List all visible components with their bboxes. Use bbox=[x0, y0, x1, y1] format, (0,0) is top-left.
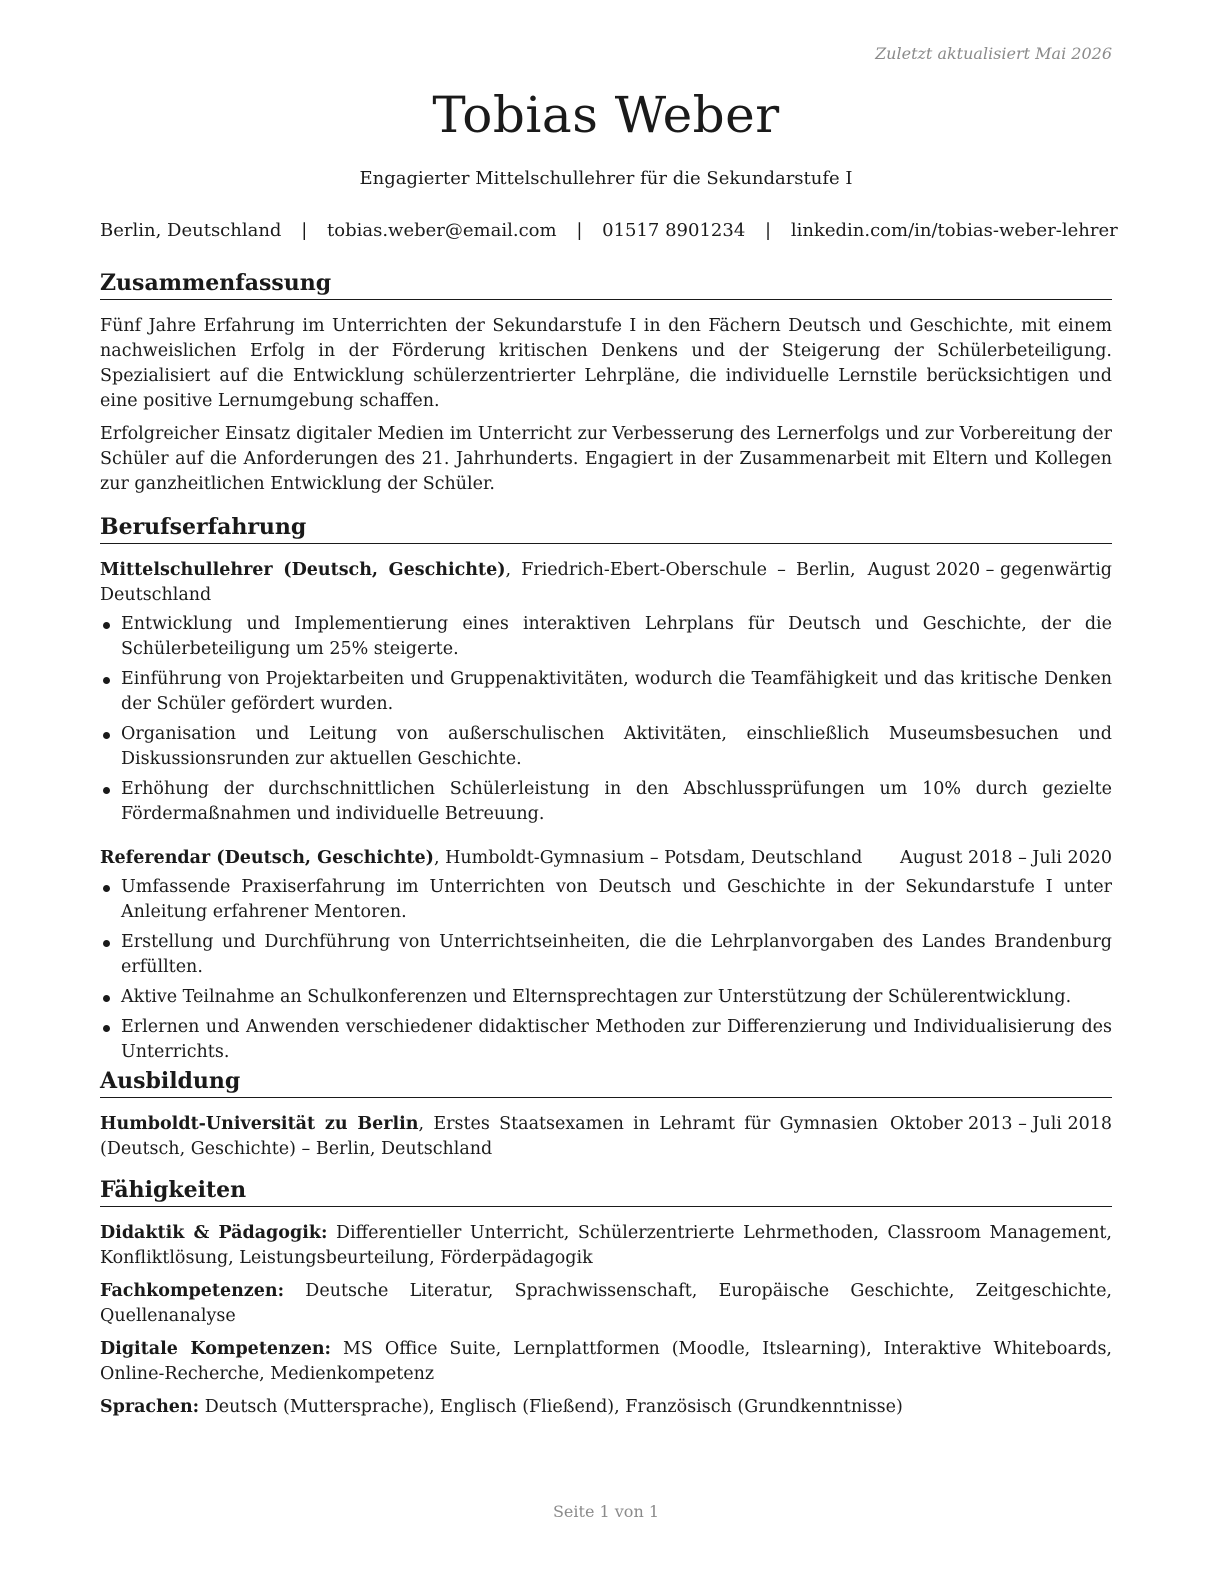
list-item: Erlernen und Anwenden verschiedener didaktischer Methoden zur Differenzierung und Individualisierung des Unterrichts. bbox=[100, 1015, 1112, 1065]
list-item: Erhöhung der durchschnittlichen Schülerleistung in den Abschlussprüfungen um 10% durch gezielte Fördermaßnahmen und individuelle Betreuung. bbox=[100, 777, 1112, 827]
skill-label: Didaktik & Pädagogik: bbox=[100, 1223, 328, 1243]
skill-line bbox=[100, 1279, 1112, 1329]
job-bullets bbox=[100, 612, 1112, 827]
page-number: Seite 1 von 1 bbox=[552, 1502, 660, 1521]
person-name: Tobias Weber bbox=[432, 86, 780, 144]
job-header bbox=[100, 846, 1112, 871]
skill-label: Digitale Kompetenzen: bbox=[100, 1339, 332, 1359]
skill-text: MS Office Suite, Lernplattformen (Moodle, Itslearning), Interaktive Whiteboards, Online-Recherche, Medienkompetenz bbox=[100, 1339, 1112, 1384]
list-item: Einführung von Projektarbeiten und Gruppenaktivitäten, wodurch die Teamfähigkeit und das kritische Denken der Schüler gefördert wurden. bbox=[100, 667, 1112, 717]
skill-text: Deutsch (Muttersprache), Englisch (Fließend), Französisch (Grundkenntnisse) bbox=[199, 1397, 903, 1417]
contact-linkedin[interactable]: linkedin.com/in/tobias-weber-lehrer bbox=[790, 220, 1118, 241]
last-updated: Zuletzt aktualisiert Mai 2026 bbox=[875, 44, 1112, 63]
list-item: Entwicklung und Implementierung eines interaktiven Lehrplans für Deutsch und Geschichte, der die Schülerbeteiligung um 25% steigerte. bbox=[100, 612, 1112, 662]
list-item: Organisation und Leitung von außerschulischen Aktivitäten, einschließlich Museumsbesuchen und Diskussionsrunden zur aktuellen Geschichte. bbox=[100, 722, 1112, 772]
summary-section bbox=[100, 268, 1112, 505]
tagline: Engagierter Mittelschullehrer für die Sekundarstufe I bbox=[359, 168, 853, 189]
contact-separator: | bbox=[576, 220, 583, 241]
summary-title: Zusammenfassung bbox=[100, 268, 1112, 300]
contact-separator: | bbox=[765, 220, 772, 241]
list-item: Umfassende Praxiserfahrung im Unterrichten von Deutsch und Geschichte in der Sekundarstufe I unter Anleitung erfahrener Mentoren. bbox=[100, 875, 1112, 925]
list-item: Aktive Teilnahme an Schulkonferenzen und Elternsprechtagen zur Unterstützung der Schülerentwicklung. bbox=[100, 985, 1112, 1010]
job-entry bbox=[100, 558, 1112, 827]
contact-phone: 01517 8901234 bbox=[602, 220, 746, 241]
skill-line bbox=[100, 1221, 1112, 1271]
contact-email[interactable]: tobias.weber@email.com bbox=[327, 220, 557, 241]
education-dates: Oktober 2013 – Juli 2018 bbox=[890, 1114, 1112, 1134]
experience-section bbox=[100, 512, 1112, 1070]
skill-line bbox=[100, 1337, 1112, 1387]
contact-location: Berlin, Deutschland bbox=[100, 220, 282, 241]
contact-line bbox=[100, 220, 1118, 241]
job-dates: August 2018 – Juli 2020 bbox=[900, 848, 1112, 868]
job-bullets bbox=[100, 875, 1112, 1065]
education-institution: Humboldt-Universität zu Berlin bbox=[100, 1114, 419, 1134]
skills-section bbox=[100, 1175, 1112, 1428]
contact-separator: | bbox=[301, 220, 308, 241]
education-details: , Erstes Staatsexamen in Lehramt für Gymnasien (Deutsch, Geschichte) – Berlin, Deutschland bbox=[100, 1114, 878, 1159]
job-role: Mittelschullehrer (Deutsch, Geschichte) bbox=[100, 560, 506, 580]
skill-label: Fachkompetenzen: bbox=[100, 1281, 285, 1301]
skills-title: Fähigkeiten bbox=[100, 1175, 1112, 1207]
experience-title: Berufserfahrung bbox=[100, 512, 1112, 544]
skill-text: Deutsche Literatur, Sprachwissenschaft, Europäische Geschichte, Zeitgeschichte, Quellenanalyse bbox=[100, 1281, 1112, 1326]
summary-paragraph: Erfolgreicher Einsatz digitaler Medien im Unterricht zur Verbesserung des Lernerfolgs und zur Vorbereitung der Schüler auf die Anforderungen des 21. Jahrhunderts. Engagiert in der Zusammenarbeit mit Eltern und Kollegen zur ganzheitlichen Entwicklung der Schüler. bbox=[100, 424, 1112, 494]
skill-line bbox=[100, 1395, 1112, 1420]
job-header bbox=[100, 558, 1112, 608]
education-section bbox=[100, 1066, 1112, 1162]
skill-label: Sprachen: bbox=[100, 1397, 200, 1417]
job-place: , Humboldt-Gymnasium – Potsdam, Deutschland bbox=[433, 848, 863, 868]
job-role: Referendar (Deutsch, Geschichte) bbox=[100, 848, 434, 868]
education-entry bbox=[100, 1112, 1112, 1162]
list-item: Erstellung und Durchführung von Unterrichtseinheiten, die die Lehrplanvorgaben des Landes Brandenburg erfüllten. bbox=[100, 930, 1112, 980]
job-dates: August 2020 – gegenwärtig bbox=[867, 560, 1112, 580]
job-place: , Friedrich-Ebert-Oberschule – Berlin, Deutschland bbox=[100, 560, 856, 605]
education-title: Ausbildung bbox=[100, 1066, 1112, 1098]
job-entry bbox=[100, 846, 1112, 1065]
summary-paragraph: Fünf Jahre Erfahrung im Unterrichten der Sekundarstufe I in den Fächern Deutsch und Geschichte, mit einem nachweislichen Erfolg in der Förderung kritischen Denkens und der Steigerung der Schülerbeteiligung. Spezialisiert auf die Entwicklung schülerzentrierter Lehrpläne, die individuelle Lernstile berücksichtigen und eine positive Lernumgebung schaffen. bbox=[100, 316, 1112, 411]
skill-text: Differentieller Unterricht, Schülerzentrierte Lehrmethoden, Classroom Management, Konfliktlösung, Leistungsbeurteilung, Förderpädagogik bbox=[100, 1223, 1112, 1268]
